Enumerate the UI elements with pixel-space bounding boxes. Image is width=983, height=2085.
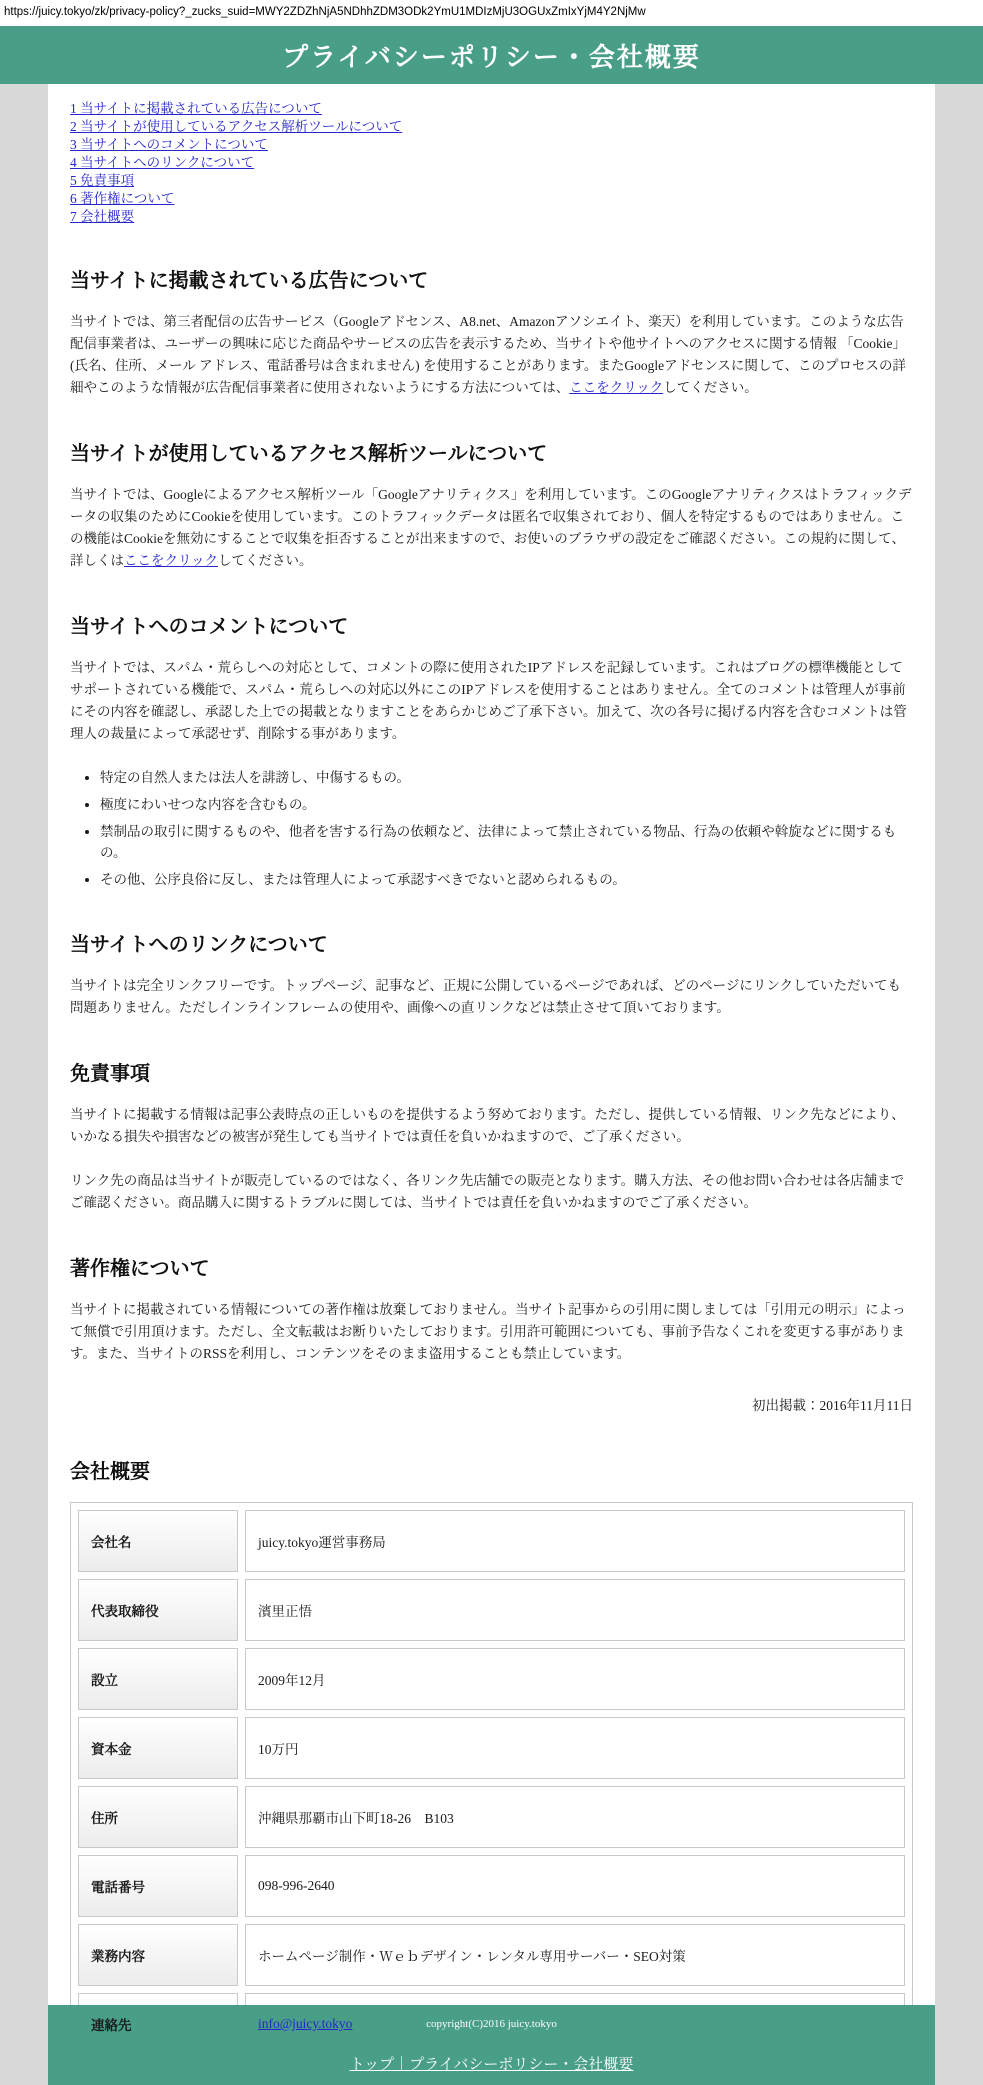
ads-text-after: してください。 (663, 380, 758, 395)
section-disclaimer-paragraph-2: リンク先の商品は当サイトが販売しているのではなく、各リンク先店舗での販売となります。購入方法、その他お問い合わせは各店舗までご確認ください。商品購入に関するトラブルに関しては、当サイトでは責任を負いかねますのでご了承ください。 (70, 1173, 905, 1210)
list-item: • 極度にわいせつな内容を含むもの。 (100, 794, 913, 815)
company-value-ceo: 濱里正悟 (245, 1579, 905, 1641)
company-value-name: juicy.tokyo運営事務局 (245, 1510, 905, 1572)
table-row (78, 1510, 905, 1572)
toc-link-comments[interactable]: 3 当サイトへのコメントについて (70, 137, 268, 152)
company-label-capital: 資本金 (78, 1717, 238, 1779)
ads-click-here-link[interactable]: ここをクリック (569, 380, 664, 395)
section-comments (70, 610, 913, 890)
section-ads-paragraph (70, 311, 913, 399)
first-published-date: 初出掲載：2016年11月11日 (752, 1398, 913, 1413)
company-table (70, 1502, 913, 2063)
site-footer (48, 2005, 935, 2085)
section-links (70, 928, 913, 1019)
list-item: • その他、公序良俗に反し、または管理人によって承認すべきでないと認められるもの。 (100, 869, 913, 890)
footer-nav-link[interactable]: トップ｜プライバシーポリシー・会社概要 (349, 2057, 634, 2073)
toc-item (70, 136, 913, 154)
table-of-contents (70, 100, 913, 226)
company-label-name: 会社名 (78, 1510, 238, 1572)
company-value-capital: 10万円 (245, 1717, 905, 1779)
copyright-text: copyright(C)2016 juicy.tokyo (426, 2018, 557, 2030)
toc-item (70, 154, 913, 172)
toc-item (70, 208, 913, 226)
section-ads-heading: 当サイトに掲載されている広告について (70, 270, 429, 292)
analytics-text-before: 当サイトでは、Googleによるアクセス解析ツール「Googleアナリティクス」を利用しています。このGoogleアナリティクスはトラフィックデータの収集のためにCookieを使用しています。このトラフィックデータは匿名で収集されており、個人を特定するものではありません。この機能はCookieを無効にすることで収集を拒否することが出来ますので、お使いのブラウザの設定をご確認ください。この規約に関して、詳しくは (70, 487, 912, 568)
section-company-heading: 会社概要 (70, 1461, 150, 1483)
table-row (78, 1924, 905, 1986)
section-disclaimer-heading: 免責事項 (70, 1063, 150, 1085)
section-company (70, 1455, 913, 2063)
section-copyright-paragraph: 当サイトに掲載されている情報についての著作権は放棄しておりません。当サイト記事からの引用に関しましては「引用元の明示」によって無償で引用頂けます。ただし、全文転載はお断りいたしております。引用許可範囲についても、事前予告なくこれを変更する事があります。また、当サイトのRSSを利用し、コンテンツをそのまま盗用することも禁止しています。 (70, 1302, 906, 1361)
company-value-business: ホームページ制作・Ｗｅｂデザイン・レンタル専用サーバー・SEO対策 (245, 1924, 905, 1986)
table-row (78, 1855, 905, 1917)
site-header (0, 26, 983, 84)
section-copyright-heading: 著作権について (70, 1258, 210, 1280)
company-label-phone: 電話番号 (78, 1855, 238, 1917)
toc-item (70, 118, 913, 136)
toc-link-ads[interactable]: 1 当サイトに掲載されている広告について (70, 101, 322, 116)
list-item: • 禁制品の取引に関するものや、他者を害する行為の依頼など、法律によって禁止されている物品、行為の依頼や斡旋などに関するもの。 (100, 821, 913, 863)
section-copyright (70, 1252, 913, 1417)
company-value-address: 沖縄県那覇市山下町18-26 B103 (245, 1786, 905, 1848)
company-email-link[interactable]: info@juicy.tokyo (258, 2016, 353, 2031)
footer-nav (48, 2053, 935, 2074)
page-title: プライバシーポリシー・会社概要 (282, 41, 701, 72)
toc-link-analytics[interactable]: 2 当サイトが使用しているアクセス解析ツールについて (70, 119, 403, 134)
table-row (78, 1717, 905, 1779)
section-comments-paragraph: 当サイトでは、スパム・荒らしへの対応として、コメントの際に使用されたIPアドレスを記録しています。これはブログの標準機能としてサポートされている機能で、スパム・荒らしへの対応以外にこのIPアドレスを使用することはありません。全てのコメントは管理人が事前にその内容を確認し、承認した上での掲載となりますことをあらかじめご了承下さい。加えて、次の各号に掲げる内容を含むコメントは管理人の裁量によって承認せず、削除する事があります。 (70, 660, 907, 741)
toc-item (70, 100, 913, 118)
section-analytics-heading: 当サイトが使用しているアクセス解析ツールについて (70, 443, 548, 465)
toc-link-copyright[interactable]: 6 著作権について (70, 191, 175, 206)
toc-link-links[interactable]: 4 当サイトへのリンクについて (70, 155, 255, 170)
toc-link-disclaimer[interactable]: 5 免責事項 (70, 173, 135, 188)
comment-rules-list (100, 767, 913, 890)
company-label-business: 業務内容 (78, 1924, 238, 1986)
section-disclaimer (70, 1057, 913, 1214)
section-comments-heading: 当サイトへのコメントについて (70, 616, 349, 638)
analytics-text-after: してください。 (217, 553, 313, 568)
list-item: • 特定の自然人または法人を誹謗し、中傷するもの。 (100, 767, 913, 788)
company-label-ceo: 代表取締役 (78, 1579, 238, 1641)
company-value-founded: 2009年12月 (245, 1648, 905, 1710)
toc-item (70, 172, 913, 190)
table-row (78, 1579, 905, 1641)
section-analytics-paragraph (70, 484, 913, 572)
page-url[interactable]: https://juicy.tokyo/zk/privacy-policy?_zucks_suid=MWY2ZDZhNjA5NDhhZDM3ODk2YmU1MDIzMjU3OGUxZmIxYjM4Y2NjMw (4, 6, 646, 18)
section-ads (70, 264, 913, 399)
toc-link-company[interactable]: 7 会社概要 (70, 209, 135, 224)
table-row (78, 1648, 905, 1710)
toc-item (70, 190, 913, 208)
company-table-body (78, 1510, 905, 2055)
section-links-paragraph: 当サイトは完全リンクフリーです。トップページ、記事など、正規に公開しているページであれば、どのページにリンクしていただいても問題ありません。ただしインラインフレームの使用や、画像への直リンクなどは禁止させて頂いております。 (70, 978, 902, 1015)
company-label-founded: 設立 (78, 1648, 238, 1710)
company-label-address: 住所 (78, 1786, 238, 1848)
table-row (78, 1786, 905, 1848)
company-value-phone: 098-996-2640 (245, 1855, 905, 1917)
company-label-contact: 連絡先 (78, 1993, 238, 2055)
section-disclaimer-paragraph-1: 当サイトに掲載する情報は記事公表時点の正しいものを提供するよう努めております。ただし、提供している情報、リンク先などにより、いかなる損失や損害などの被害が発生しても当サイトでは責任を負いかねますので、ご了承ください。 (70, 1107, 905, 1144)
analytics-click-here-link[interactable]: ここをクリック (124, 553, 218, 568)
url-bar (0, 0, 983, 26)
ads-text-before: 当サイトでは、第三者配信の広告サービス（Googleアドセンス、A8.net、Amazonアソシエイト、楽天）を利用しています。このような広告配信事業者は、ユーザーの興味に応じた商品やサービスの広告を表示するため、当サイトや他サイトへのアクセスに関する情報 「Cookie」(氏名、住所、メール アドレス、電話番号は含まれません) を使用することがあります。またGoogleアドセンスに関して、このプロセスの詳細やこのような情報が広告配信事業者に使用されないようにする方法については、 (70, 314, 907, 395)
section-analytics (70, 437, 913, 572)
section-links-heading: 当サイトへのリンクについて (70, 934, 328, 956)
